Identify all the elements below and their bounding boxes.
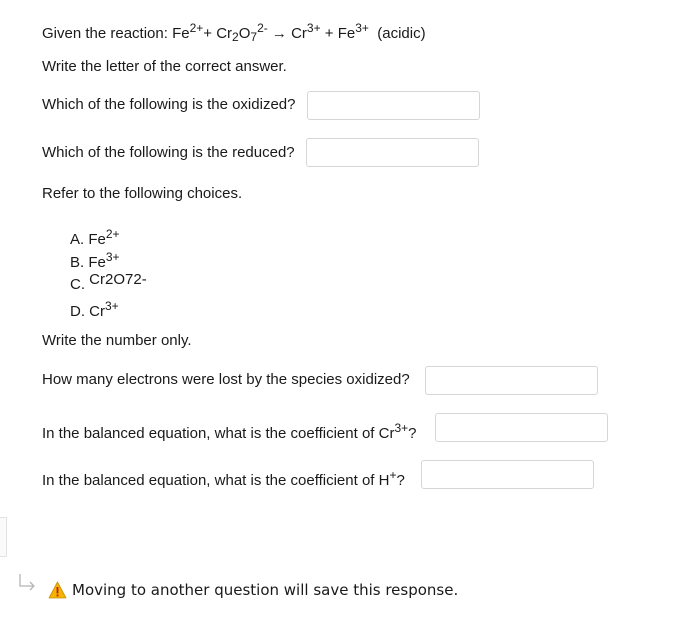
instruction-number: Write the number only.	[42, 332, 192, 349]
choice-b-species: Fe	[88, 254, 106, 271]
choice-d-species: Cr	[89, 303, 105, 320]
question-electrons-lost: How many electrons were lost by the species oxidized?	[42, 371, 410, 388]
reaction-condition: (acidic)	[377, 25, 426, 42]
choice-d	[70, 296, 119, 322]
choice-c-label: C.	[70, 276, 85, 293]
electrons-lost-answer-input[interactable]	[425, 366, 598, 395]
reaction-plus2: + Fe	[320, 25, 356, 42]
question-coef-h	[42, 465, 405, 491]
coef-h-suffix: ?	[396, 472, 405, 489]
question-coef-cr	[42, 418, 416, 444]
coef-h-prefix: In the balanced equation, what is the coefficient of H	[42, 472, 390, 489]
choice-a-charge: 2+	[105, 227, 120, 241]
choice-b-charge: 3+	[105, 250, 120, 264]
choice-a-label: A.	[70, 231, 85, 248]
choice-c	[70, 270, 147, 293]
oxygen-label: O	[238, 25, 251, 42]
oxygen-subscript: 7	[250, 30, 258, 44]
question-reduced: Which of the following is the reduced?	[42, 144, 295, 161]
coef-cr-suffix: ?	[408, 425, 417, 442]
reaction-arrow: → Cr	[267, 25, 307, 42]
oxidized-answer-input[interactable]	[307, 91, 480, 120]
choice-d-charge: 3+	[105, 299, 119, 313]
coef-h-answer-input[interactable]	[421, 460, 594, 489]
choice-d-label: D.	[70, 303, 85, 320]
question-oxidized: Which of the following is the oxidized?	[42, 96, 296, 113]
choice-c-species: Cr2O72-	[89, 271, 147, 288]
fe3-charge: 3+	[355, 21, 369, 35]
choice-b-label: B.	[70, 254, 85, 271]
fe2-charge: 2+	[189, 21, 204, 35]
save-notice: Moving to another question will save this response.	[72, 581, 459, 599]
coef-h-charge: +	[389, 468, 397, 482]
instruction-letter: Write the letter of the correct answer.	[42, 58, 287, 75]
coef-cr-prefix: In the balanced equation, what is the coefficient of Cr	[42, 425, 395, 442]
cr-subscript: 2	[232, 30, 239, 44]
side-panel-tab	[0, 517, 7, 557]
reaction-prefix: Given the reaction: Fe	[42, 25, 190, 42]
choice-a-species: Fe	[88, 231, 106, 248]
coef-cr-answer-input[interactable]	[435, 413, 608, 442]
return-arrow-icon	[16, 572, 38, 594]
dichromate-charge: 2-	[257, 21, 268, 35]
reaction-plus1: + Cr	[203, 25, 233, 42]
warning-icon	[48, 581, 67, 599]
cr3-charge: 3+	[306, 21, 321, 35]
reduced-answer-input[interactable]	[306, 138, 479, 167]
coef-cr-charge: 3+	[394, 421, 409, 435]
instruction-refer: Refer to the following choices.	[42, 185, 243, 202]
reaction-equation	[42, 18, 426, 47]
